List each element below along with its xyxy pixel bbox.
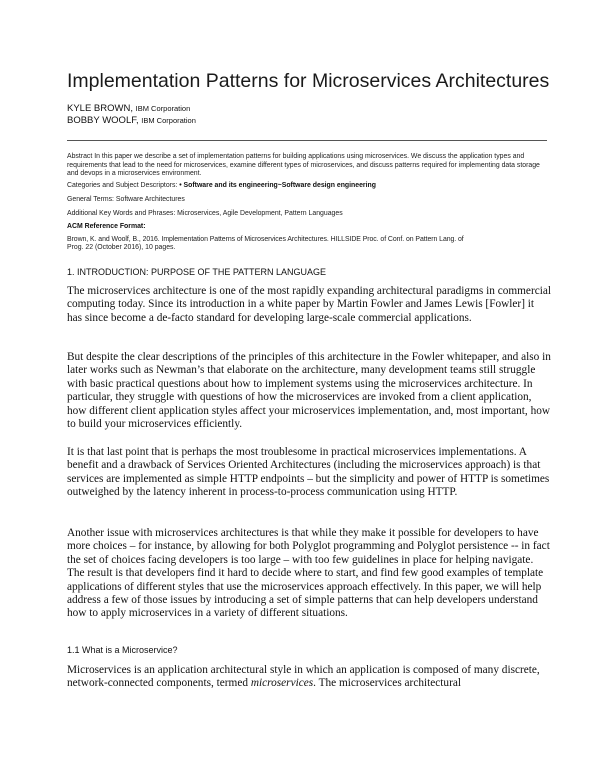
acm-reference-label-text: ACM Reference Format: xyxy=(67,223,146,230)
paragraph-2: But despite the clear descriptions of the principles of this architecture in the Fowler whitepaper, and also in later works such as Newman’s that elaborate on the architecture, many development teams still struggle with basic practical questions about how to implement systems using the microservices architecture. In particular, they struggle with questions of how the microservices are invoked from a client application, how different client application styles affect your microservices implementation, and, most important, how to build your microservices efficiently. xyxy=(67,351,551,431)
general-terms: General Terms: Software Architectures xyxy=(67,196,185,203)
categories-value: • Software and its engineering~Software design engineering xyxy=(179,182,376,189)
author-kyle-brown xyxy=(67,103,190,114)
author-name: BOBBY WOOLF, xyxy=(67,115,139,126)
paragraph-1: The microservices architecture is one of the most rapidly expanding architectural paradigms in commercial computing today. Since its introduction in a white paper by Martin Fowler and James Lewis [Fowler] it has since become a de-facto standard for developing large-scale commercial applications. xyxy=(67,285,552,324)
paragraph-5-text: Microservices is an application architectural style in which an application is composed of many discrete, network-connected components, termed xyxy=(67,664,540,690)
paragraph-5 xyxy=(67,664,551,691)
author-affiliation: IBM Corporation xyxy=(135,104,191,113)
paragraph-4: Another issue with microservices architectures is that while they make it possible for developers to have more choices – for instance, by allowing for both Polyglot programming and Polyglot persistence -- in fact the set of choices facing developers is too large – with too few guidelines in place for helping navigate. The result is that developers find it hard to decide where to start, and find few good examples of template applications of different styles that use the microservices approach effectively. In this paper, we will help address a few of those issues by introducing a set of simple patterns that can help developers understand how to apply microservices in a variety of different situations. xyxy=(67,527,550,620)
author-name: KYLE BROWN, xyxy=(67,103,133,114)
paper-title: Implementation Patterns for Microservices Architectures xyxy=(67,70,550,92)
acm-reference-label xyxy=(67,223,549,232)
keywords: Additional Key Words and Phrases: Microservices, Agile Development, Pattern Languages xyxy=(67,210,343,217)
paragraph-5-emphasis: microservices xyxy=(250,677,314,690)
header-divider xyxy=(67,140,547,141)
paragraph-3: It is that last point that is perhaps the most troublesome in practical microservices implementations. A benefit and a drawback of Services Oriented Architectures (including the microservices approach) is that services are implemented as simple HTTP endpoints – but the simplicity and power of HTTP is sometimes outweighed by the latency inherent in process-to-process communication using HTTP. xyxy=(67,446,550,499)
author-affiliation: IBM Corporation xyxy=(141,116,196,125)
categories xyxy=(67,182,549,191)
acm-reference-line-2: Prog. 22 (October 2016), 10 pages. xyxy=(67,244,176,251)
abstract: Abstract In this paper we describe a set of implementation patterns for building applications using microservices. We discuss the application types and requirements that lead to the need for microservices, examine different types of microservices, and discuss patterns required for implementing data storage and devops in a microservices environment. xyxy=(67,153,540,177)
author-bobby-woolf xyxy=(67,115,196,126)
section-heading-what-is-microservice: 1.1 What is a Microservice? xyxy=(67,645,178,655)
paragraph-5-text-end: . The microservices architectural xyxy=(313,677,461,690)
categories-label: Categories and Subject Descriptors: xyxy=(67,182,180,189)
acm-reference-line-1: Brown, K. and Woolf, B., 2016. Implementation Patterns of Microservices Architectures. HILLSIDE Proc. of Conf. on Pattern Lang. of xyxy=(67,236,464,243)
section-heading-introduction: 1. INTRODUCTION: PURPOSE OF THE PATTERN LANGUAGE xyxy=(67,267,327,277)
